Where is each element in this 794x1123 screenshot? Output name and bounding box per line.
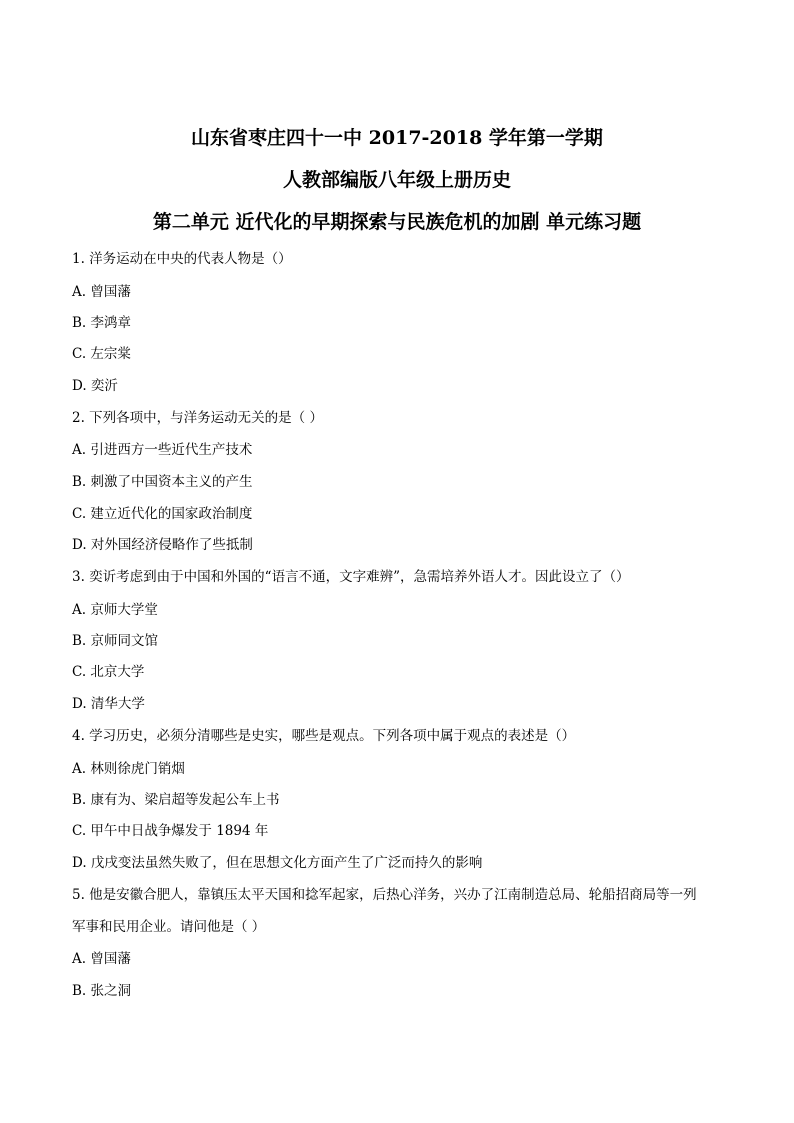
question-3-stem: 3. 奕䜣考虑到由于中国和外国的“语言不通，文字难辨”，急需培养外语人才。因此设立了（）: [72, 569, 630, 585]
question-3-option-c: C. 北京大学: [72, 664, 145, 680]
document-title-unit: 第二单元 近代化的早期探索与民族危机的加剧 单元练习题: [152, 211, 642, 233]
question-1-option-a: A. 曾国藩: [72, 284, 131, 300]
question-2-option-d: D. 对外国经济侵略作了些抵制: [72, 537, 253, 553]
question-5-option-a: A. 曾国藩: [72, 951, 131, 967]
question-5-stem-line-2: 军事和民用企业。请问他是（ ）: [72, 919, 266, 935]
question-2-stem: 2. 下列各项中，与洋务运动无关的是（ ）: [72, 410, 323, 426]
question-4-stem: 4. 学习历史，必须分清哪些是史实，哪些是观点。下列各项中属于观点的表述是（）: [72, 728, 576, 744]
question-1-stem: 1. 洋务运动在中央的代表人物是（）: [72, 251, 292, 267]
question-5-stem-line-1: 5. 他是安徽合肥人，靠镇压太平天国和捻军起家，后热心洋务，兴办了江南制造总局、轮船招商局等一列: [72, 887, 697, 903]
question-3-option-a: A. 京师大学堂: [72, 602, 158, 618]
question-1-option-c: C. 左宗棠: [72, 346, 131, 362]
question-4-option-a: A. 林则徐虎门销烟: [72, 761, 185, 777]
document-title-textbook: 人教部编版八年级上册历史: [282, 169, 511, 191]
question-4-option-d: D. 戊戌变法虽然失败了，但在思想文化方面产生了广泛而持久的影响: [72, 855, 483, 871]
question-2-option-a: A. 引进西方一些近代生产技术: [72, 442, 253, 458]
question-4-option-c: C. 甲午中日战争爆发于 1894 年: [72, 823, 269, 839]
question-3-option-d: D. 清华大学: [72, 696, 145, 712]
question-1-option-b: B. 李鸿章: [72, 315, 132, 331]
question-2-option-b: B. 刺激了中国资本主义的产生: [72, 474, 253, 490]
question-5-option-b: B. 张之洞: [72, 983, 132, 999]
question-1-option-d: D. 奕沂: [72, 378, 118, 394]
document-title-school: 山东省枣庄四十一中 2017-2018 学年第一学期: [191, 127, 603, 149]
question-2-option-c: C. 建立近代化的国家政治制度: [72, 506, 253, 522]
question-3-option-b: B. 京师同文馆: [72, 633, 159, 649]
question-4-option-b: B. 康有为、梁启超等发起公车上书: [72, 792, 280, 808]
